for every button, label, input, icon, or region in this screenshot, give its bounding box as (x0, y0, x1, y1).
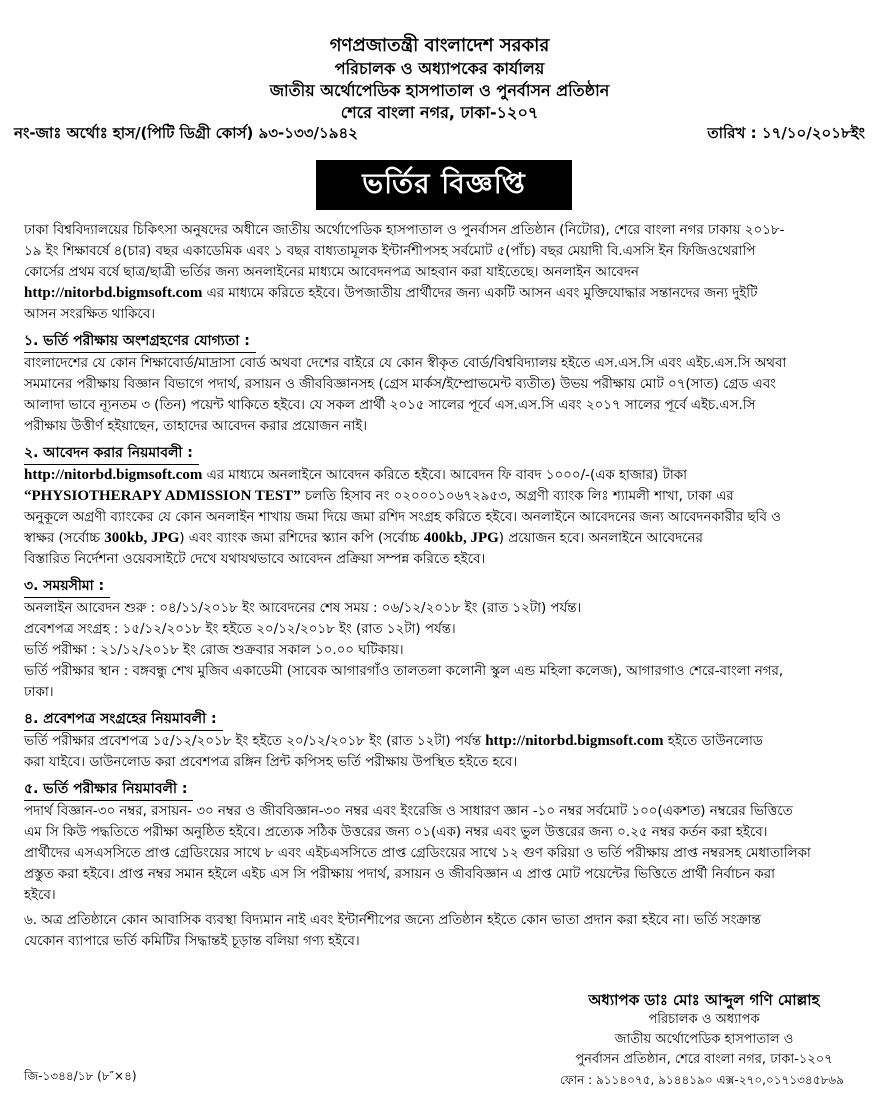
reference-line (14, 122, 865, 147)
scan-size-limit: 400kb, JPG (423, 530, 499, 546)
exam-rules-line: প্রার্থীদের এসএসসিতে প্রাপ্ত গ্রেডিংয়ের সাথে ৮ এবং এইচএসসিতে প্রাপ্ত গ্রেডিংয়ের সাথে ১২ গুণ করিয়া ও ভর্তি পরীক্ষায় প্রাপ্ত নম্বরসহ মেধাতালিকা (24, 846, 811, 861)
eligibility-line: পরীক্ষায় উত্তীর্ণ হইয়াছেন, তাহাদের আবেদন করার প্রয়োজন নাই। (24, 419, 367, 434)
exam-rules-line: এম সি কিউ পদ্ধতিতে পরীক্ষা অনুষ্ঠিত হইবে। প্রত্যেক সঠিক উত্তরের জন্য ০১(এক) নম্বর এবং ভুল উত্তরের জন্য ০.২৫ নম্বর কর্তন করা হইবে। (24, 825, 768, 840)
notice-title: ভর্তির বিজ্ঞপ্তি (316, 160, 572, 210)
institute-address: শেরে বাংলা নগর, ঢাকা-১২০৭ (340, 103, 539, 122)
website-link[interactable]: http://nitorbd.bigmsoft.com (24, 285, 203, 301)
application-line: অনুকূলে অগ্রণী ব্যাংকের যে কোন অনলাইন শাখায় জমা দিয়ে জমা রশিদ সংগ্রহ করিতে হইবে। অনলাইনে আবেদনের জন্য আবেদনকারীর ছবি ও (24, 510, 782, 525)
exam-rules-line: হইবে। (24, 888, 56, 903)
intro-text: এর মাধ্যমে করিতে হইবে। উপজাতীয় প্রার্থীদের জন্য একটি আসন এবং মুক্তিযোদ্ধার সন্তানদের জন্য দুইটি (202, 286, 758, 301)
application-text: স্বাক্ষর (সর্বোচ্চ (24, 531, 105, 546)
signatory-org-address: পুনর্বাসন প্রতিষ্ঠান, শেরে বাংলা নগর, ঢাকা-১২০৭ (575, 1052, 833, 1067)
notice-date: তারিখ : ১৭/১০/২০১৮ইং (707, 124, 865, 142)
signatory-org: জাতীয় অর্থোপেডিক হাসপাতাল ও (614, 1032, 794, 1047)
memo-number: নং-জাঃ অর্থোঃ হাস/(পিটি ডিগ্রী কোর্স) ৯৩-১৩৩/১৯৪২ (14, 124, 358, 142)
admit-card-line: করা যাইবে। ডাউনলোড করা প্রবেশপত্র রঙ্গিন প্রিন্ট কপিসহ ভর্তি পরীক্ষায় উপস্থিত হইতে হবে। (24, 755, 518, 770)
signatory-name: অধ্যাপক ডাঃ মোঃ আব্দুল গণি মোল্লাহ (588, 991, 820, 1009)
schedule-line: ভর্তি পরীক্ষার স্থান : বঙ্গবন্ধু শেখ মুজিব একাডেমী (সাবেক আগারগাঁও তালতলা কলোনী স্কুল এন্ড মহিলা কলেজ), আগারগাও শেরে-বাংলা নগর, (24, 664, 784, 679)
photo-size-limit: 300kb, JPG (104, 530, 180, 546)
section-heading-exam-rules: ৫. ভর্তি পরীক্ষার নিয়মাবলী : (24, 779, 193, 801)
application-line (24, 486, 860, 507)
intro-paragraph (24, 220, 860, 325)
application-text: ) প্রয়োজন হবে। অনলাইনে আবেদনের (498, 531, 703, 546)
application-paragraph (24, 465, 860, 570)
phone-numbers: ফোন : ৯১১৪০৭৫, ৯১৪৪১৯০ এক্স-২৭০,০১৭১৩৪৫৮৬৯ (560, 1073, 844, 1087)
eligibility-paragraph (24, 353, 860, 437)
govt-name: গণপ্রজাতন্ত্রী বাংলাদেশ সরকার (329, 35, 550, 56)
schedule-line: প্রবেশপত্র সংগ্রহ : ১৫/১২/২০১৮ ইং হইতে ২০/১২/২০১৮ ইং (রাত ১২টা) পর্যন্ত। (24, 622, 456, 637)
office-name: পরিচালক ও অধ্যাপকের কার্যালয় (334, 59, 545, 78)
signature-block (554, 990, 854, 1070)
admit-card-paragraph (24, 731, 860, 773)
eligibility-line: সমমানের পরীক্ষায় বিজ্ঞান বিভাগে পদার্থ, রসায়ন ও জীববিজ্ঞানসহ (গ্রেস মার্কস/ইম্প্রোভমেন্ট ব্যতীত) উভয় পরীক্ষায় মোট ০৭(সাত) গ্রেড এবং (24, 377, 776, 392)
section-heading-application: ২. আবেদন করার নিয়মাবলী : (24, 443, 199, 465)
application-line: বিস্তারিত নির্দেশনা ওয়েবসাইটে দেখে যথাযথভাবে আবেদন প্রক্রিয়া সম্পন্ন করিতে হইবে। (24, 552, 486, 567)
admit-card-text: হইতে ডাউনলোড (663, 734, 763, 749)
exam-rules-paragraph (24, 801, 860, 906)
application-line (24, 528, 860, 549)
intro-line: ঢাকা বিশ্ববিদ্যালয়ের চিকিৎসা অনুষদের অধীনে জাতীয় অর্থোপেডিক হাসপাতাল ও পুনর্বাসন প্রতিষ্ঠান (নিটোর), শেরে বাংলা নগর ঢাকায় ২০১৮- (24, 223, 785, 238)
publication-code: জি-১৩৪৪/১৮ (৮″×৪) (24, 1069, 137, 1083)
eligibility-line: বাংলাদেশের যে কোন শিক্ষাবোর্ড/মাদ্রাসা বোর্ড অথবা দেশের বাইরে যে কোন স্বীকৃত বোর্ড/বিশ্ববিদ্যালয় হইতে এস.এস.সি এবং এইচ.এস.সি অথবা (24, 356, 787, 371)
intro-line (24, 283, 860, 304)
accommodation-line: ৬. অত্র প্রতিষ্ঠানে কোন আবাসিক ব্যবস্থা বিদ্যমান নাই এবং ইন্টার্নশীপের জন্যে প্রতিষ্ঠান হইতে কোন ভাতা প্রদান করা হইবে না। ভর্তি সংক্রান্ত (24, 913, 761, 928)
office-header (0, 0, 879, 124)
website-link[interactable]: http://nitorbd.bigmsoft.com (485, 733, 664, 749)
intro-line: কোর্সের প্রথম বর্ষে ছাত্র/ছাত্রী ভর্তির জন্য অনলাইনের মাধ্যমে আবেদনপত্র আহবান করা যাইতেছে। অনলাইন আবেদন (24, 265, 639, 280)
exam-rules-line: প্রস্তুত করা হইবে। প্রাপ্ত নম্বর সমান হইলে এইচ এস সি পরীক্ষায় পদার্থ, রসায়ন ও জীববিজ্ঞান এ প্রাপ্ত মোট পয়েন্টের ভিত্তিতে প্রার্থী নির্বাচন করা (24, 867, 775, 882)
section-heading-eligibility: ১. ভর্তি পরীক্ষায় অংশগ্রহণের যোগ্যতা : (24, 331, 256, 353)
eligibility-line: আলাদা ভাবে ন্যূনতম ৩ (তিন) পয়েন্ট থাকিতে হইবে। যে সকল প্রার্থী ২০১৫ সালের পূর্বে এস.এস.সি এবং ২০১৭ সালের পূর্বে এইচ.এস.সি (24, 398, 756, 413)
schedule-line: অনলাইন আবেদন শুরু : ০৪/১১/২০১৮ ইং আবেদনের শেষ সময় : ০৬/১২/২০১৮ ইং (রাত ১২টা) পর্যন্ত। (24, 601, 582, 616)
exam-rules-line: পদার্থ বিজ্ঞান-৩০ নম্বর, রসায়ন- ৩০ নম্বর ও জীববিজ্ঞান-৩০ নম্বর এবং ইংরেজি ও সাধারণ জ্ঞান -১০ নম্বর সর্বমোট ১০০(একশত) নম্বরের ভিত্তিতে (24, 804, 793, 819)
notice-body (24, 220, 860, 952)
accommodation-paragraph (24, 910, 860, 952)
signatory-title: পরিচালক ও অধ্যাপক (648, 1012, 760, 1027)
application-line (24, 465, 860, 486)
schedule-line: ঢাকা। (24, 685, 54, 700)
intro-line: আসন সংরক্ষিত থাকিবে। (24, 307, 156, 322)
application-text: চলতি হিসাব নং ০২০০০১০৬৭২৯৫৩, অগ্রণী ব্যাংক লিঃ শ্যামলী শাখা, ঢাকা এর (300, 489, 734, 504)
application-text: এর মাধ্যমে অনলাইনে আবেদন করিতে হইবে। আবেদন ফি বাবদ ১০০০/-(এক হাজার) টাকা (202, 468, 688, 483)
section-heading-schedule: ৩. সময়সীমা : (24, 576, 110, 598)
account-name: “PHYSIOTHERAPY ADMISSION TEST” (24, 488, 301, 504)
schedule-paragraph (24, 598, 860, 703)
section-heading-admit-card: ৪. প্রবেশপত্র সংগ্রহের নিয়মাবলী : (24, 709, 223, 731)
intro-line: ১৯ ইং শিক্ষাবর্ষে ৪(চার) বছর একাডেমিক এবং ১ বছর বাধ্যতামূলক ইন্টার্নশীপসহ সর্বমোট ৫(পাঁচ) বছর মেয়াদী বি.এসসি ইন ফিজিওথেরাপি (24, 244, 756, 259)
admit-card-line (24, 731, 860, 752)
schedule-line: ভর্তি পরীক্ষা : ২১/১২/২০১৮ ইং রোজ শুক্রবার সকাল ১০.০০ ঘটিকায়। (24, 643, 404, 658)
admit-card-text: ভর্তি পরীক্ষার প্রবেশপত্র ১৫/১২/২০১৮ ইং হইতে ২০/১২/২০১৮ ইং (রাত ১২টা) পর্যন্ত (24, 734, 486, 749)
website-link[interactable]: http://nitorbd.bigmsoft.com (24, 467, 203, 483)
institute-name: জাতীয় অর্থোপেডিক হাসপাতাল ও পুনর্বাসন প্রতিষ্ঠান (269, 81, 610, 100)
application-text: ) এবং ব্যাংক জমা রশিদের স্ক্যান কপি (সর্বোচ্চ (179, 531, 424, 546)
accommodation-line: যেকোন ব্যাপারে ভর্তি কমিটির সিদ্ধান্তই চূড়ান্ত বলিয়া গণ্য হইবে। (24, 934, 360, 949)
